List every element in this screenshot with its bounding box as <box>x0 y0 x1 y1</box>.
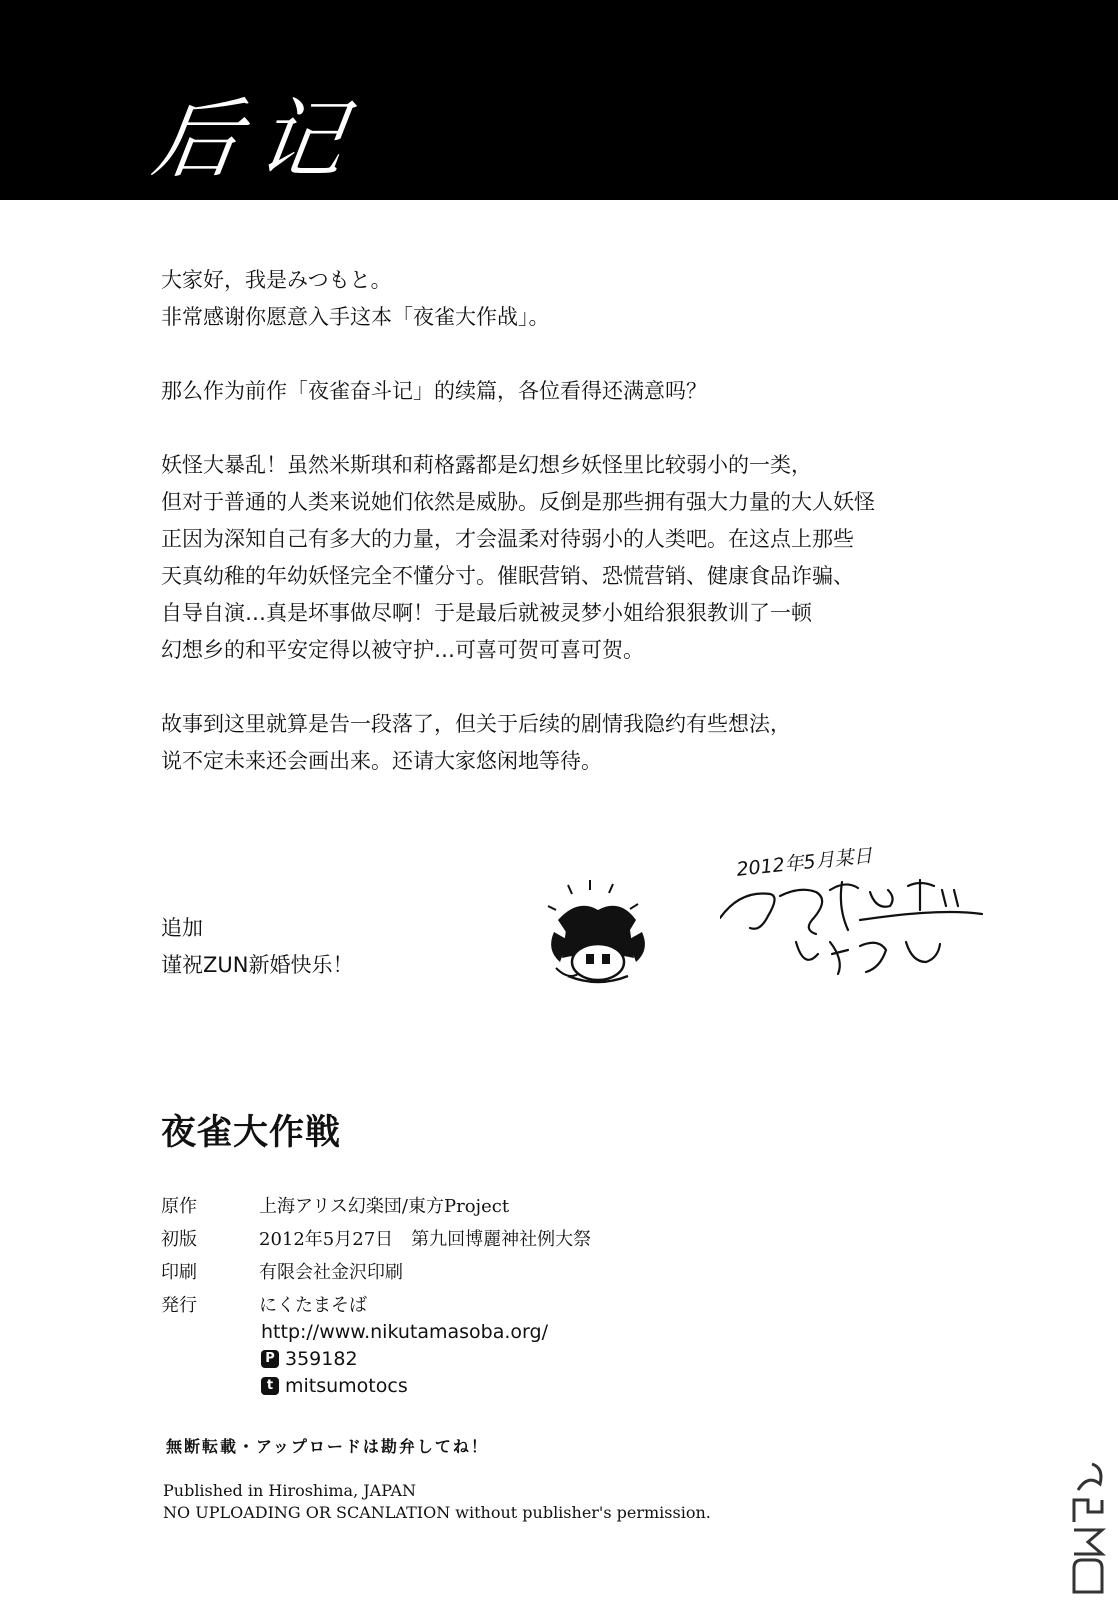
text-line: 非常感谢你愿意入手这本「夜雀大作战」。 <box>161 305 550 329</box>
text-line: 幻想乡的和平安定得以被守护…可喜可贺可喜可贺。 <box>161 638 644 662</box>
colophon-value: 有限会社金沢印刷 <box>259 1261 403 1283</box>
published-in-line: Published in Hiroshima, JAPAN <box>163 1481 417 1500</box>
publisher-contact <box>261 1318 548 1399</box>
twitter-icon: t <box>261 1377 279 1395</box>
paragraph <box>161 447 961 669</box>
no-reupload-notice-jp: 無断転載・アップロードは勘弁してね！ <box>166 1437 489 1456</box>
afterword-body <box>161 262 961 817</box>
colophon-label: 原作 <box>161 1195 197 1217</box>
text-line: 故事到这里就算是告一段落了，但关于后续的剧情我隐约有些想法， <box>161 712 791 736</box>
chibi-character-doodle <box>538 880 658 990</box>
handwritten-signature <box>720 850 1010 990</box>
paragraph <box>161 706 961 780</box>
header-band <box>0 0 1118 200</box>
colophon-row <box>161 1221 591 1254</box>
paragraph <box>161 262 961 336</box>
text-line: 正因为深知自己有多大的力量，才会温柔对待弱小的人类吧。在这点上那些 <box>161 527 854 551</box>
page-title: 后记 <box>146 90 369 190</box>
website-url-text: http://www.nikutamasoba.org/ <box>261 1320 548 1343</box>
text-line: 那么作为前作「夜雀奋斗记」的续篇，各位看得还满意吗？ <box>161 379 707 403</box>
pixiv-icon: P <box>261 1350 279 1368</box>
pixiv-row <box>261 1345 548 1372</box>
dmzj-watermark-logo <box>1068 1460 1108 1600</box>
colophon-row <box>161 1287 591 1320</box>
colophon-value: 上海アリス幻楽団/東方Project <box>259 1195 510 1217</box>
addendum <box>161 910 353 984</box>
publication-notice-en <box>163 1480 711 1524</box>
colophon-label: 発行 <box>161 1294 197 1316</box>
colophon-row <box>161 1254 591 1287</box>
text-line: 大家好，我是みつもと。 <box>161 268 392 292</box>
text-line: 说不定未来还会画出来。还请大家悠闲地等待。 <box>161 749 602 773</box>
colophon-value: 2012年5月27日 第九回博麗神社例大祭 <box>259 1228 592 1250</box>
addendum-text: 谨祝ZUN新婚快乐！ <box>161 953 354 977</box>
colophon-value: にくたまそば <box>259 1294 367 1316</box>
signature-date: 2012年5月某日 <box>735 844 874 881</box>
text-line: 自导自演…真是坏事做尽啊！于是最后就被灵梦小姐给狠狠教训了一顿 <box>161 601 812 625</box>
no-uploading-line: NO UPLOADING OR SCANLATION without publisher's permission. <box>163 1503 711 1522</box>
text-line: 妖怪大暴乱！虽然米斯琪和莉格露都是幻想乡妖怪里比较弱小的一类， <box>161 453 812 477</box>
text-line: 但对于普通的人类来说她们依然是威胁。反倒是那些拥有强大力量的大人妖怪 <box>161 490 875 514</box>
book-title: 夜雀大作戦 <box>161 1112 342 1153</box>
paragraph <box>161 373 961 410</box>
colophon-label: 初版 <box>161 1228 197 1250</box>
text-line: 天真幼稚的年幼妖怪完全不懂分寸。催眠营销、恐慌营销、健康食品诈骗、 <box>161 564 854 588</box>
twitter-id: mitsumotocs <box>285 1374 408 1397</box>
addendum-heading: 追加 <box>161 916 203 940</box>
website-url <box>261 1318 548 1345</box>
twitter-row <box>261 1372 548 1399</box>
colophon-row <box>161 1188 591 1221</box>
colophon-label: 印刷 <box>161 1261 197 1283</box>
pixiv-id: 359182 <box>285 1347 358 1370</box>
colophon <box>161 1188 591 1320</box>
